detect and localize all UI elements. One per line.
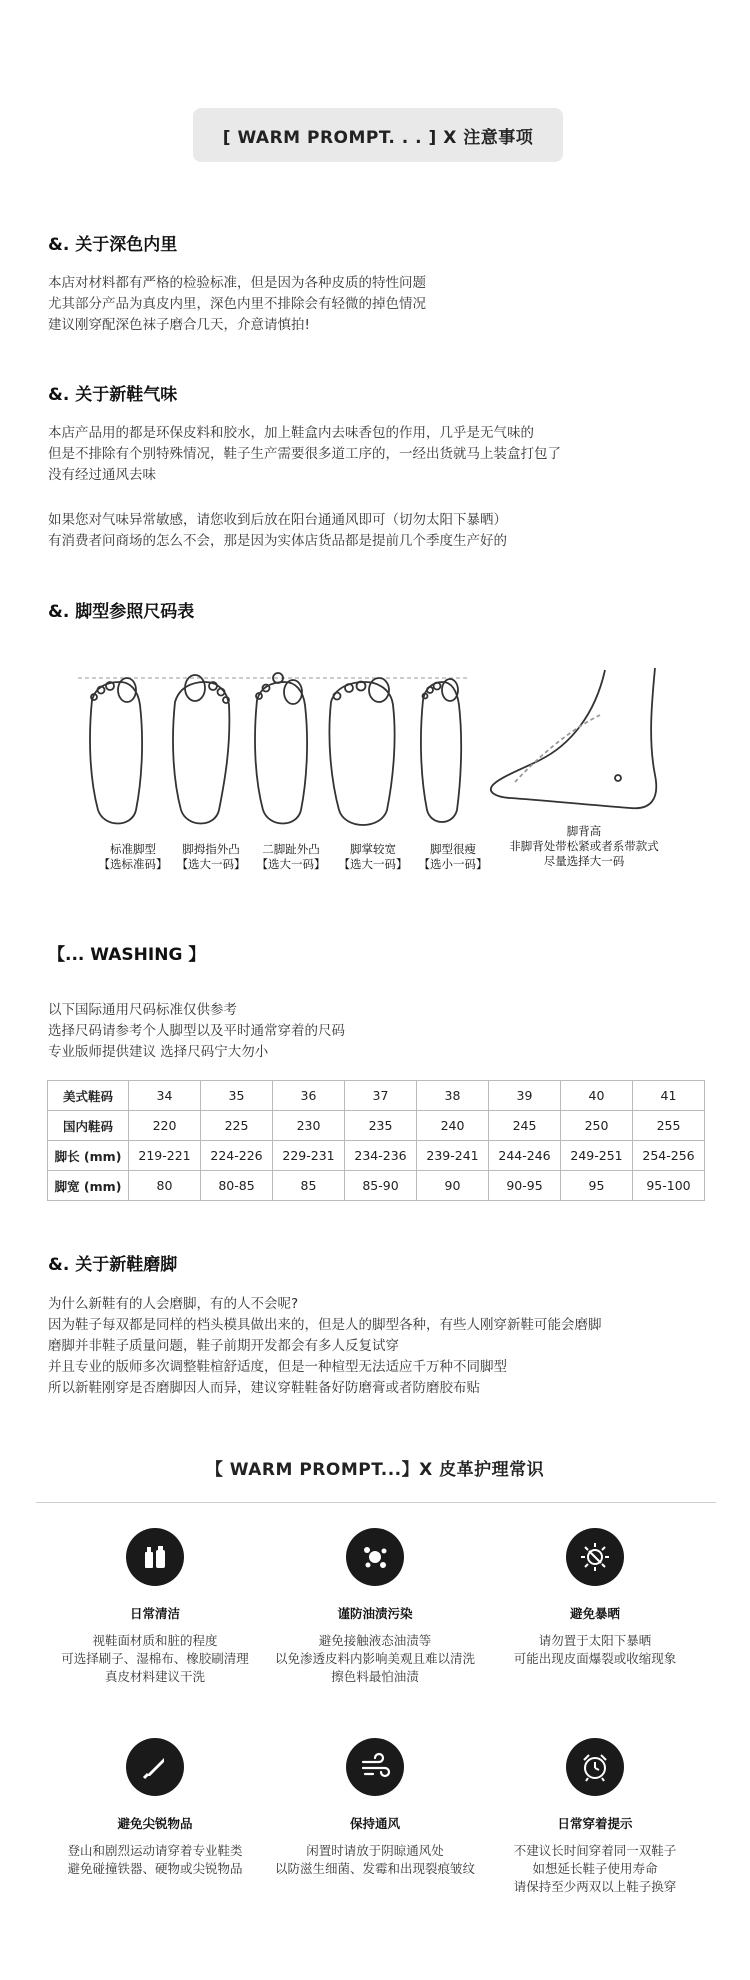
foot-label-tip: 【选大一码】 (338, 857, 408, 871)
care-item-name: 日常穿着提示 (557, 1816, 633, 1831)
table-cell: 37 (345, 1081, 417, 1111)
table-cell: 90 (417, 1171, 489, 1201)
care-item-name: 避免尖锐物品 (117, 1816, 193, 1831)
foot-label-wide (330, 842, 416, 872)
table-row (48, 1111, 705, 1141)
table-row (48, 1081, 705, 1111)
table-cell: 250 (561, 1111, 633, 1141)
sun-icon (566, 1528, 624, 1586)
foot-label-tip: 尽量选择大一码 (543, 854, 625, 868)
table-cell: 41 (633, 1081, 705, 1111)
table-cell: 80-85 (201, 1171, 273, 1201)
table-cell: 254-256 (633, 1141, 705, 1171)
table-row (48, 1171, 705, 1201)
table-cell: 229-231 (273, 1141, 345, 1171)
table-cell: 85-90 (345, 1171, 417, 1201)
foot-label-high-instep (484, 824, 684, 869)
table-cell: 95-100 (633, 1171, 705, 1201)
table-cell: 224-226 (201, 1141, 273, 1171)
table-cell: 36 (273, 1081, 345, 1111)
table-cell: 230 (273, 1111, 345, 1141)
care-item-desc: 视鞋面材质和脏的程度 可选择刷子、湿棉布、橡胶刷清理 真皮材料建议干洗 (61, 1633, 249, 1684)
care-item-desc: 闲置时请放于阴晾通风处 以防滋生细菌、发霉和出现裂痕皱纹 (274, 1843, 475, 1876)
table-cell: 234-236 (345, 1141, 417, 1171)
care-item-name: 保持通风 (349, 1816, 400, 1831)
foot-label-tip: 【选小一码】 (418, 857, 488, 871)
foot-label-name: 二脚趾外凸 (262, 842, 320, 856)
section-text-dark-lining: 本店对材料都有严格的检验标准，但是因为各种皮质的特性问题 尤其部分产品为真皮内里，深色内里不排除会有轻微的掉色情况 建议刚穿配深色袜子磨合几天，介意请慎拍! (48, 275, 426, 333)
foot-label-standard (90, 842, 176, 872)
foot-label-tip: 【选标准码】 (98, 857, 168, 871)
foot-label-tip: 【选大一码】 (256, 857, 326, 871)
care-item-daily-cleaning (40, 1528, 270, 1686)
care-item-avoid-sun (480, 1528, 710, 1668)
table-cell: 80 (129, 1171, 201, 1201)
table-row-header: 脚宽 (mm) (48, 1171, 129, 1201)
alarm-clock-icon (566, 1738, 624, 1796)
table-cell: 235 (345, 1111, 417, 1141)
foot-label-second-toe (248, 842, 334, 872)
stain-icon (346, 1528, 404, 1586)
foot-label-name: 脚型很瘦 (430, 842, 476, 856)
care-item-oil-stain (260, 1528, 490, 1686)
table-cell: 244-246 (489, 1141, 561, 1171)
table-cell: 40 (561, 1081, 633, 1111)
section-title-rubbing: &. 关于新鞋磨脚 (48, 1255, 178, 1275)
care-divider (36, 1502, 716, 1503)
section-title-dark-lining: &. 关于深色内里 (48, 235, 178, 255)
table-row-header: 国内鞋码 (48, 1111, 129, 1141)
table-cell: 225 (201, 1111, 273, 1141)
table-row-header: 美式鞋码 (48, 1081, 129, 1111)
table-row-header: 脚长 (mm) (48, 1141, 129, 1171)
foot-label-tip: 【选大一码】 (176, 857, 246, 871)
care-item-name: 避免暴晒 (569, 1606, 620, 1621)
table-cell: 35 (201, 1081, 273, 1111)
table-cell: 240 (417, 1111, 489, 1141)
foot-label-name: 脚拇指外凸 (182, 842, 240, 856)
care-heading: 【 WARM PROMPT...】X 皮革护理常识 (205, 1460, 545, 1480)
table-cell: 219-221 (129, 1141, 201, 1171)
wind-icon (346, 1738, 404, 1796)
foot-outline-wide (329, 678, 394, 825)
care-item-ventilation (260, 1738, 490, 1878)
table-cell: 239-241 (417, 1141, 489, 1171)
section-title-smell: &. 关于新鞋气味 (48, 385, 178, 405)
foot-outline-bunion (173, 675, 229, 824)
table-cell: 220 (129, 1111, 201, 1141)
table-cell: 90-95 (489, 1171, 561, 1201)
table-cell: 85 (273, 1171, 345, 1201)
section-text-rubbing: 为什么新鞋有的人会磨脚，有的人不会呢? 因为鞋子每双都是同样的档头模具做出来的，但是人的脚型各种，有些人刚穿新鞋可能会磨脚 磨脚并非鞋子质量问题，鞋子前期开发都会有多人反复试穿 并且专业的版师多次调整鞋楦舒适度，但是一种楦型无法适应千万种不同脚型 所以新鞋刚穿是否磨脚因人而异，建议穿鞋鞋备好防磨膏或者防磨胶布贴 (48, 1296, 602, 1396)
foot-label-name: 标准脚型 (110, 842, 156, 856)
bottles-icon (126, 1528, 184, 1586)
table-cell: 34 (129, 1081, 201, 1111)
table-cell: 245 (489, 1111, 561, 1141)
foot-label-tip: 非脚背处带松紧或者系带款式 (509, 839, 659, 853)
foot-outline-high-instep (491, 668, 656, 808)
foot-outline-second-toe (255, 673, 307, 824)
table-cell: 39 (489, 1081, 561, 1111)
care-item-desc: 避免接触液态油渍等 以免渗透皮料内影响美观且难以清洗 擦色料最怕油渍 (274, 1633, 475, 1684)
table-cell: 255 (633, 1111, 705, 1141)
foot-outline-slim (421, 679, 461, 822)
table-cell: 95 (561, 1171, 633, 1201)
table-cell: 38 (417, 1081, 489, 1111)
care-item-name: 日常清洁 (129, 1606, 180, 1621)
section-text-smell-2: 如果您对气味异常敏感，请您收到后放在阳台通通风即可（切勿太阳下暴晒） 有消费者问商场的怎么不会，那是因为实体店货品都是提前几个季度生产好的 (48, 512, 507, 549)
header-title: [ WARM PROMPT. . . ] X 注意事项 (222, 127, 534, 148)
foot-outline-standard (90, 678, 142, 824)
foot-label-name: 脚背高 (566, 824, 602, 838)
section-title-foot-type: &. 脚型参照尺码表 (48, 602, 195, 622)
table-cell: 249-251 (561, 1141, 633, 1171)
section-title-washing: 【... WASHING 】 (48, 945, 206, 965)
care-item-name: 谨防油渍污染 (337, 1606, 413, 1621)
care-item-desc: 不建议长时间穿着同一双鞋子 如想延长鞋子使用寿命 请保持至少两双以上鞋子换穿 (513, 1843, 677, 1894)
size-table (47, 1080, 705, 1201)
table-row (48, 1141, 705, 1171)
foot-label-bunion (168, 842, 254, 872)
care-item-desc: 请勿置于太阳下暴晒 可能出现皮面爆裂或收缩现象 (513, 1633, 677, 1666)
care-item-wearing-tips (480, 1738, 710, 1896)
care-item-sharp-objects (40, 1738, 270, 1878)
foot-types-illustration (70, 660, 690, 840)
section-text-smell-1: 本店产品用的都是环保皮料和胶水，加上鞋盒内去味香包的作用，几乎是无气味的 但是不排除有个别特殊情况，鞋子生产需要很多道工序的，一经出货就马上装盒打包了 没有经过通风去味 (48, 425, 561, 483)
care-item-desc: 登山和剧烈运动请穿着专业鞋类 避免碰撞铁器、硬物或尖锐物品 (67, 1843, 243, 1876)
section-text-washing: 以下国际通用尺码标准仅供参考 选择尺码请参考个人脚型以及平时通常穿着的尺码 专业版师提供建议 选择尺码宁大勿小 (48, 1002, 345, 1060)
warm-prompt-header (193, 108, 563, 162)
foot-label-name: 脚掌较宽 (350, 842, 396, 856)
knife-icon (126, 1738, 184, 1796)
